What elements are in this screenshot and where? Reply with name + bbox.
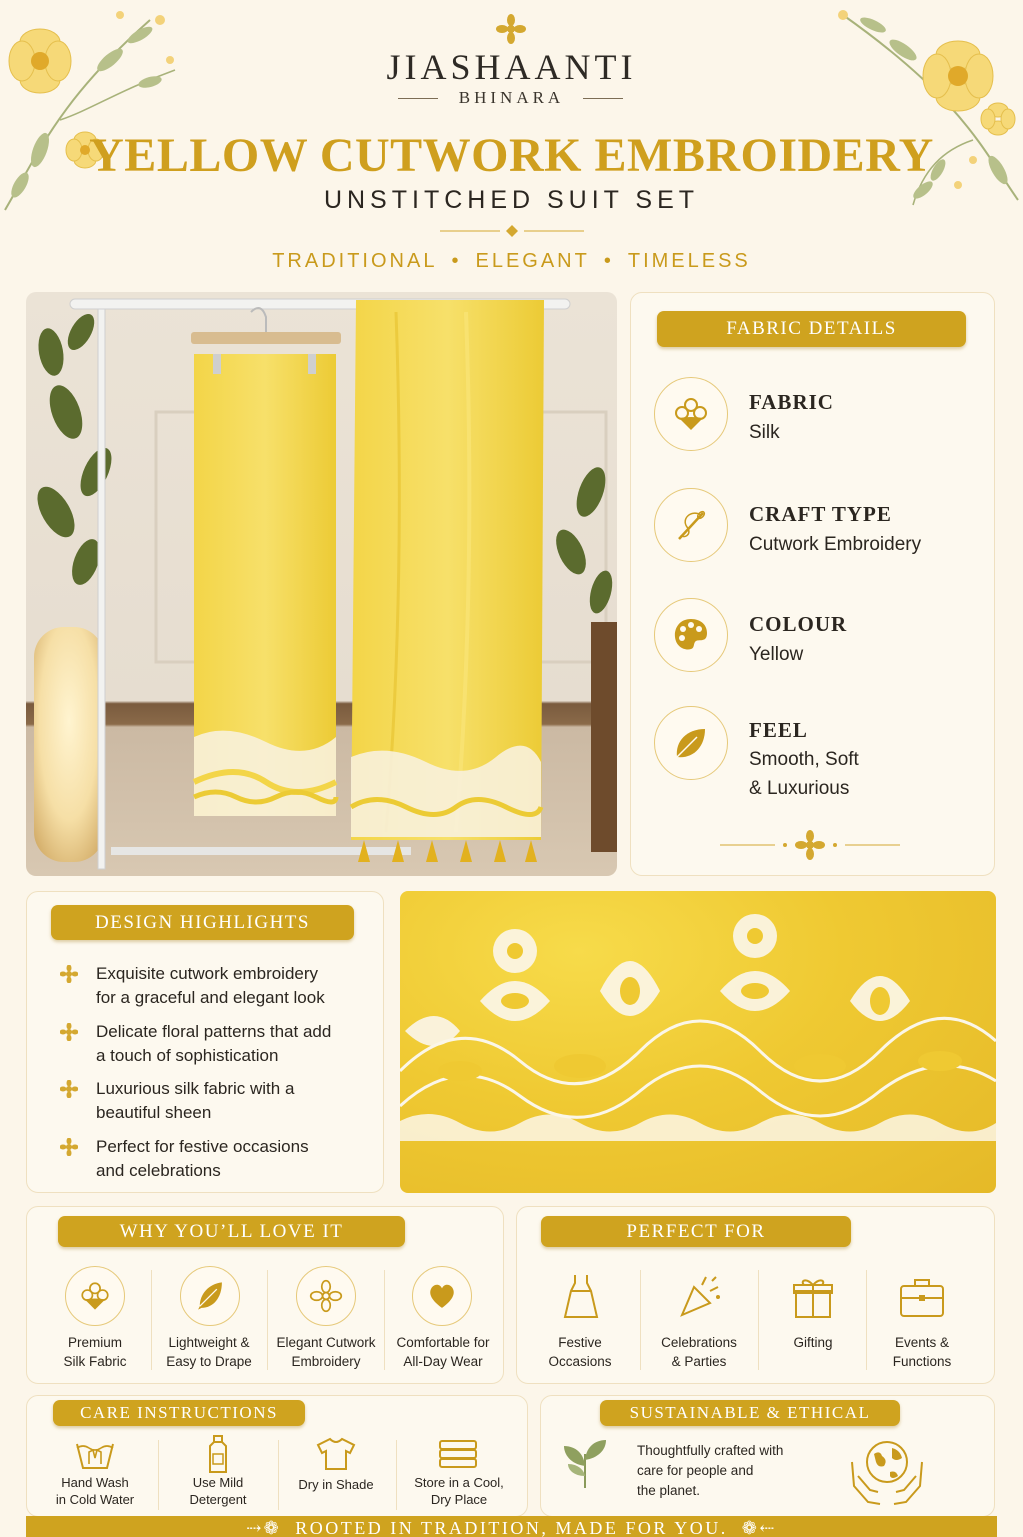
- cotton-flower-icon: [671, 394, 711, 434]
- craft-type-value: Cutwork Embroidery: [749, 534, 922, 555]
- perfect-line: Functions: [892, 1354, 952, 1369]
- care-line: Use Mild: [192, 1475, 244, 1490]
- perfect-item-4: [872, 1333, 972, 1371]
- perfect-line: Celebrations: [661, 1335, 737, 1350]
- why-line: Premium: [67, 1335, 122, 1350]
- brand-rule-right: [583, 98, 623, 99]
- care-line: Dry Place: [430, 1492, 488, 1507]
- embroidery-closeup-photo: [400, 891, 996, 1193]
- care-item-2: [168, 1474, 268, 1508]
- product-photo: [26, 292, 617, 876]
- gift-icon: [792, 1275, 834, 1319]
- party-popper-icon: [676, 1273, 724, 1321]
- footer-ornament-right: ❁⇠: [741, 1518, 777, 1537]
- care-line: Dry in Shade: [298, 1477, 374, 1492]
- divider-ornament-icon: [440, 224, 584, 238]
- fabric-label: FABRIC: [749, 390, 834, 414]
- perfect-item-2: [645, 1333, 753, 1371]
- care-item-1: [45, 1474, 145, 1508]
- divider: [278, 1440, 279, 1510]
- perfect-line: & Parties: [671, 1354, 727, 1369]
- care-item-4: [404, 1474, 514, 1508]
- care-line: Store in a Cool,: [414, 1475, 504, 1490]
- colour-icon-circle: [654, 598, 728, 672]
- feel-label: FEEL: [749, 718, 808, 742]
- heart-icon: [425, 1279, 459, 1313]
- flower-bullet-icon: [60, 965, 78, 983]
- needle-thread-icon: [671, 505, 711, 545]
- brand-name: JIASHAANTI: [386, 47, 637, 87]
- card-ornament-icon: [720, 830, 900, 860]
- highlight-item-3: [96, 1077, 294, 1125]
- sustainable-line: the planet.: [637, 1483, 701, 1498]
- why-line: Easy to Drape: [166, 1354, 252, 1369]
- perfect-item-1: [530, 1333, 630, 1371]
- flower-icon: [309, 1279, 343, 1313]
- highlight-line: Luxurious silk fabric with a: [96, 1079, 295, 1098]
- footer-text: ROOTED IN TRADITION, MADE FOR YOU.: [295, 1518, 728, 1537]
- divider: [640, 1270, 641, 1370]
- sub-brand-name: BHINARA: [458, 88, 565, 107]
- briefcase-icon: [898, 1276, 946, 1318]
- why-item-3: [268, 1333, 384, 1371]
- sustainable-heading: SUSTAINABLE & ETHICAL: [600, 1400, 900, 1426]
- detergent-bottle-icon: [204, 1434, 232, 1474]
- shirt-icon: [316, 1437, 356, 1471]
- palette-icon: [671, 615, 711, 655]
- why-line: Comfortable for: [396, 1335, 490, 1350]
- flower-bullet-icon: [60, 1023, 78, 1041]
- page-subtitle: UNSTITCHED SUIT SET: [323, 186, 700, 214]
- perfect-line: Events &: [894, 1335, 950, 1350]
- highlight-line: and celebrations: [96, 1161, 221, 1180]
- flower-bullet-icon: [60, 1138, 78, 1156]
- care-line: Detergent: [189, 1492, 247, 1507]
- fabric-value: Silk: [749, 422, 780, 443]
- tagline: [0, 250, 1023, 273]
- colour-value: Yellow: [749, 644, 804, 665]
- flower-bullet-icon: [60, 1080, 78, 1098]
- perfect-line: Festive: [558, 1335, 602, 1350]
- care-item-3: [286, 1476, 386, 1493]
- why-line: Embroidery: [291, 1354, 361, 1369]
- craft-icon-circle: [654, 488, 728, 562]
- divider: [758, 1270, 759, 1370]
- why-line: Silk Fabric: [63, 1354, 127, 1369]
- perfect-for-heading: PERFECT FOR: [541, 1216, 851, 1247]
- perfect-item-3: [763, 1333, 863, 1352]
- dress-icon: [561, 1273, 601, 1321]
- tagline-dot: •: [451, 250, 462, 272]
- highlight-line: a touch of sophistication: [96, 1046, 279, 1065]
- divider: [396, 1440, 397, 1510]
- folded-clothes-icon: [437, 1437, 479, 1471]
- colour-label: COLOUR: [749, 612, 848, 636]
- craft-type-label: CRAFT TYPE: [749, 502, 892, 526]
- why-icon-circle-2: [180, 1266, 240, 1326]
- why-line: Elegant Cutwork: [276, 1335, 376, 1350]
- cotton-flower-icon: [78, 1279, 112, 1313]
- tagline-traditional: TRADITIONAL: [272, 250, 438, 272]
- divider: [151, 1270, 152, 1370]
- footer-banner: [26, 1516, 997, 1537]
- globe-hands-icon: [848, 1432, 926, 1512]
- why-item-2: [153, 1333, 265, 1371]
- divider: [384, 1270, 385, 1370]
- highlight-line: Exquisite cutwork embroidery: [96, 964, 319, 983]
- why-item-4: [386, 1333, 500, 1371]
- leaf-icon: [671, 723, 711, 763]
- why-item-1: [40, 1333, 150, 1371]
- sustainable-text: [637, 1441, 783, 1501]
- tagline-dot: •: [603, 250, 614, 272]
- plant-sprout-icon: [558, 1436, 612, 1490]
- highlight-line: Delicate floral patterns that add: [96, 1022, 332, 1041]
- divider: [158, 1440, 159, 1510]
- highlight-line: Perfect for festive occasions: [96, 1137, 309, 1156]
- feel-value-line2: & Luxurious: [749, 778, 850, 799]
- care-line: Hand Wash: [61, 1475, 129, 1490]
- feel-value: Smooth, Soft: [749, 749, 859, 770]
- why-line: All-Day Wear: [403, 1354, 483, 1369]
- why-love-heading: WHY YOU’LL LOVE IT: [58, 1216, 405, 1247]
- care-line: in Cold Water: [55, 1492, 135, 1507]
- design-highlights-heading: DESIGN HIGHLIGHTS: [51, 905, 354, 940]
- feather-icon: [193, 1279, 227, 1313]
- care-heading: CARE INSTRUCTIONS: [53, 1400, 305, 1426]
- footer-ornament-left: ⇢❁: [246, 1518, 282, 1537]
- hand-wash-icon: [75, 1436, 115, 1472]
- why-icon-circle-3: [296, 1266, 356, 1326]
- top-ornament-icon: [482, 14, 540, 44]
- fabric-icon-circle: [654, 377, 728, 451]
- divider: [866, 1270, 867, 1370]
- highlight-line: for a graceful and elegant look: [96, 988, 325, 1007]
- why-icon-circle-4: [412, 1266, 472, 1326]
- why-icon-circle-1: [65, 1266, 125, 1326]
- why-line: Lightweight &: [168, 1335, 250, 1350]
- feel-icon-circle: [654, 706, 728, 780]
- perfect-line: Gifting: [793, 1335, 833, 1350]
- fabric-details-heading: FABRIC DETAILS: [657, 311, 966, 347]
- highlight-item-4: [96, 1135, 309, 1183]
- sustainable-line: care for people and: [637, 1463, 754, 1478]
- perfect-line: Occasions: [548, 1354, 612, 1369]
- sustainable-line: Thoughtfully crafted with: [637, 1443, 784, 1458]
- tagline-timeless: TIMELESS: [627, 250, 751, 272]
- tagline-elegant: ELEGANT: [475, 250, 590, 272]
- highlight-item-1: [96, 962, 325, 1010]
- highlight-item-2: [96, 1020, 331, 1068]
- page-title: YELLOW CUTWORK EMBROIDERY: [89, 129, 934, 182]
- highlight-line: beautiful sheen: [96, 1103, 212, 1122]
